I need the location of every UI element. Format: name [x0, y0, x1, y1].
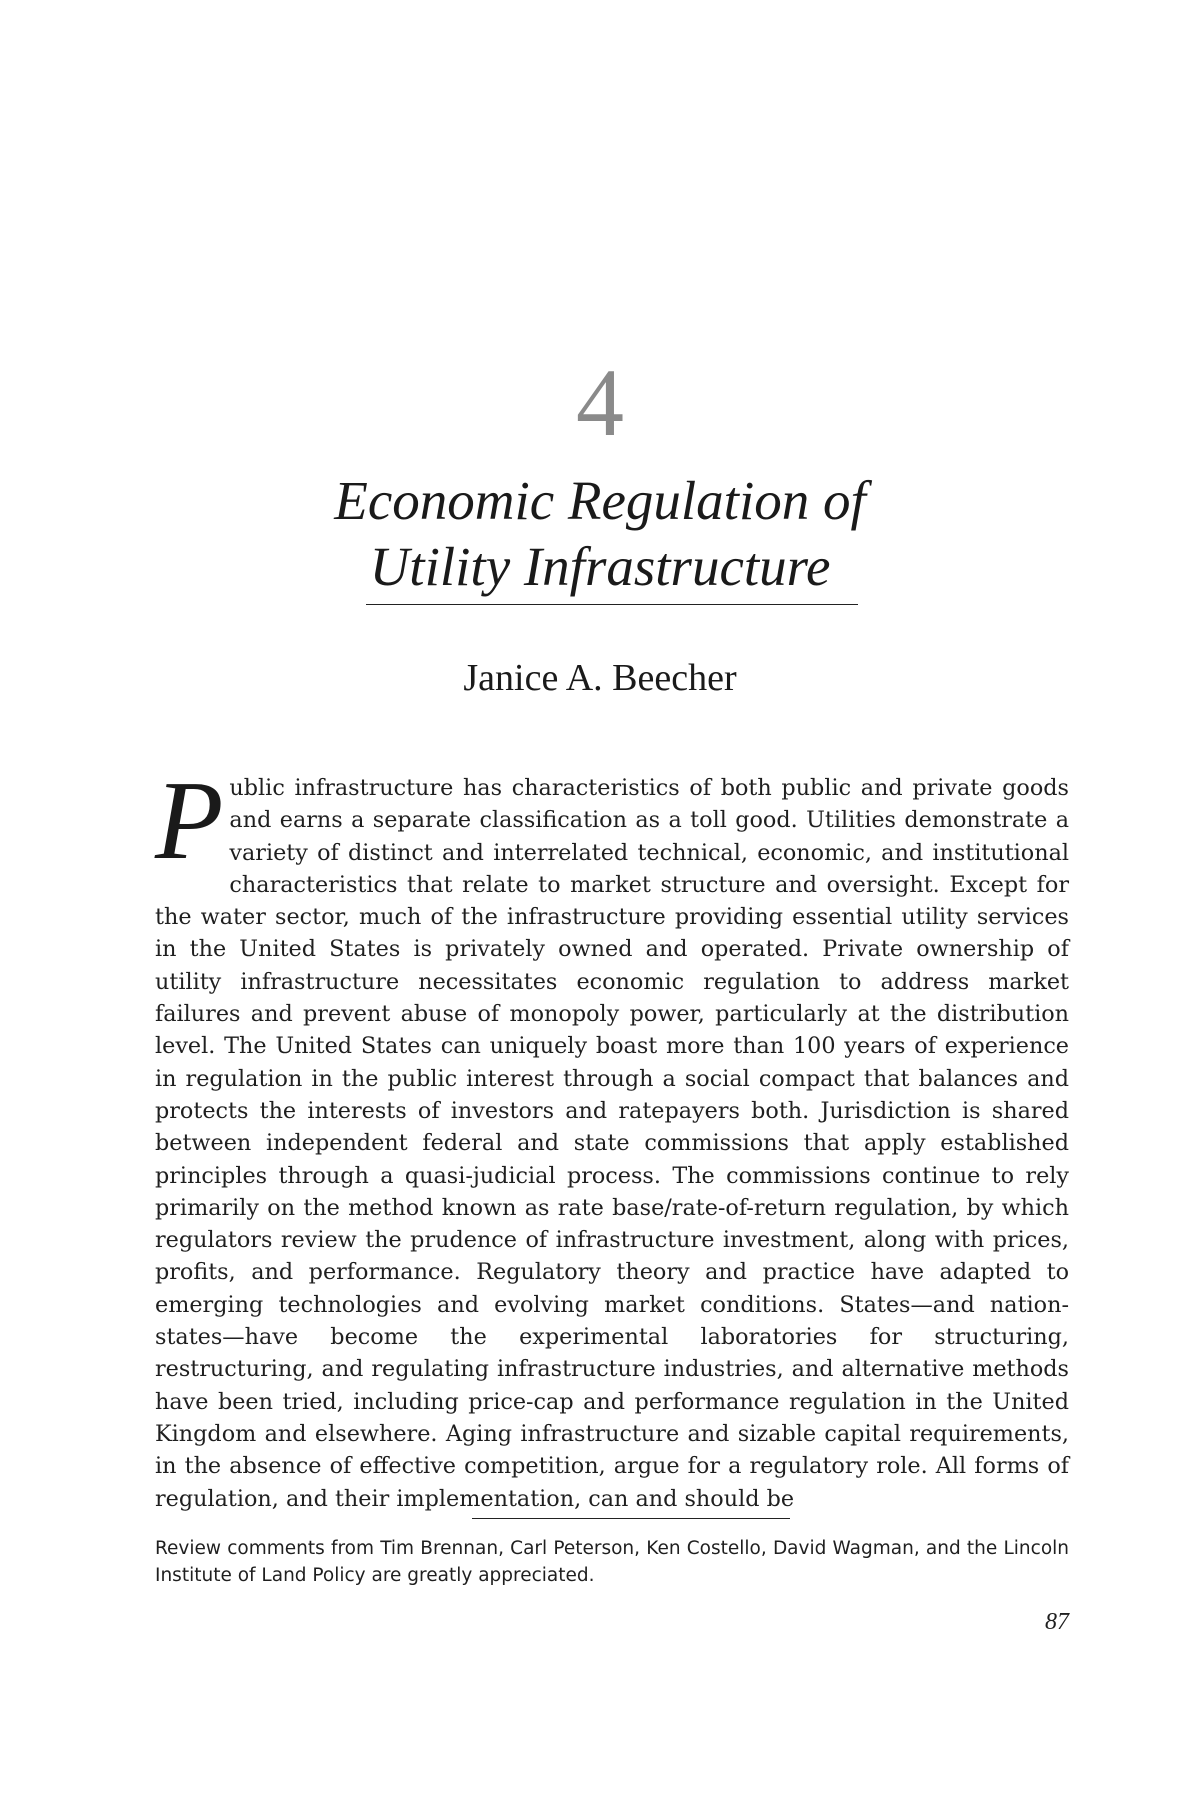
body-paragraph-text: ublic infrastructure has characteristics of both public and private goods and earns a separate classification as a toll good. Utilities demonstrate a variety of distinct and interrelated technical, economic, and institutional characteristics that relate to market structure and oversight. Except for the water sector, much of the infrastructure providing essential utility services in the United States is privately owned and operated. Private ownership of utility infrastructure necessitates economic regulation to address market failures and prevent abuse of monopoly power, particularly at the distribution level. The United States can uniquely boast more than 100 years of experience in regulation in the public interest through a social compact that balances and protects the interests of investors and ratepayers both. Jurisdiction is shared between independent federal and state commissions that apply established principles through a quasi-judicial process. The commissions continue to rely primarily on the method known as rate base/rate-of-return regulation, by which regulators review the prudence of infrastructure investment, along with prices, profits, and performance. Regulatory theory and practice have adapted to emerging technologies and evolving market conditions. States—and nation-states—have become the experimental laboratories for structuring, restructuring, and regulating infrastructure industries, and alternative methods have been tried, including price-cap and performance regulation in the United Kingdom and elsewhere. Aging infrastructure and sizable capital requirements, in the absence of effective competition, argue for a regulatory role. All forms of regulation, and their implementation, can and should be	[155, 775, 1069, 1512]
chapter-title-line-2: Utility Infrastructure	[369, 536, 831, 597]
footnote: Review comments from Tim Brennan, Carl Peterson, Ken Costello, David Wagman, and the Lincoln Institute of Land Policy are greatly appreciated.	[155, 1538, 1069, 1586]
chapter-number: 4	[576, 349, 624, 456]
chapter-title	[0, 468, 1200, 600]
body-paragraph	[155, 759, 1069, 1515]
drop-cap-letter: P	[155, 759, 224, 883]
chapter-title-line-1: Economic Regulation of	[334, 470, 866, 531]
title-underline-rule	[366, 604, 858, 605]
page-number: 87	[1045, 1609, 1069, 1635]
author-name: Janice A. Beecher	[463, 657, 737, 699]
footnote-separator-rule	[472, 1518, 790, 1519]
